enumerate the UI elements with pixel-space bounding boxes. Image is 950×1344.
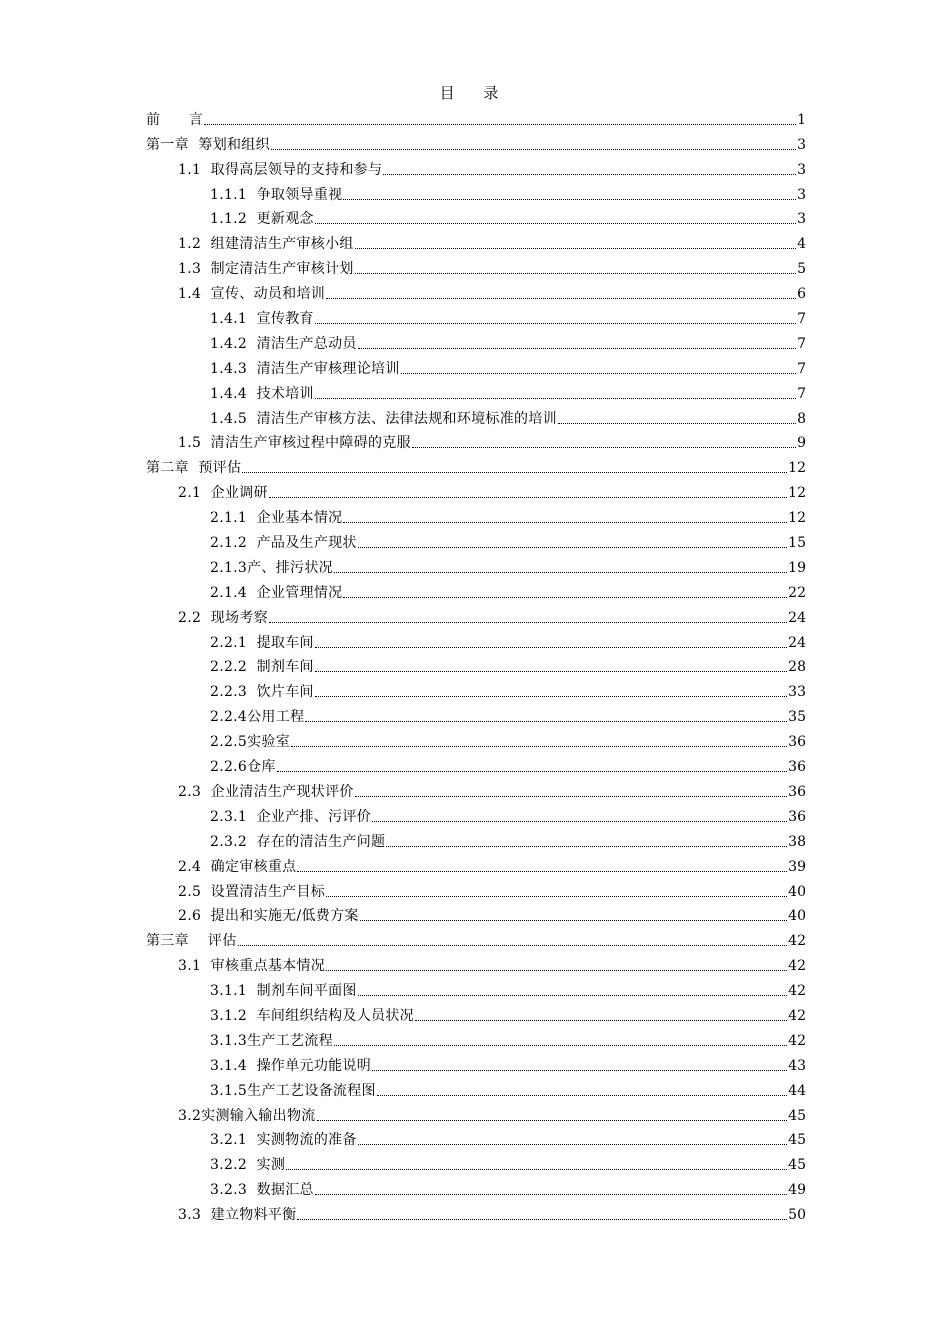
- dot-leader: [343, 199, 796, 200]
- toc-entry[interactable]: [146, 230, 806, 255]
- toc-entry-page-number: 7: [797, 335, 806, 352]
- toc-entry-title: 2.3.2 存在的清洁生产问题: [210, 833, 386, 850]
- dot-leader: [415, 1020, 787, 1021]
- toc-entry-title: 1.4.1 宣传教育: [210, 311, 314, 328]
- toc-entry-page-number: 45: [788, 1157, 806, 1174]
- toc-entry[interactable]: [146, 330, 806, 355]
- dot-leader: [377, 1095, 787, 1096]
- toc-entry[interactable]: [146, 927, 806, 952]
- toc-entry[interactable]: [146, 778, 806, 803]
- toc-entry-page-number: 3: [797, 161, 806, 178]
- toc-entry-title: 2.2.5实验室: [210, 734, 291, 751]
- dot-leader: [315, 1194, 787, 1195]
- toc-entry-page-number: 36: [788, 759, 806, 776]
- toc-entry-title: 2.2 现场考察: [178, 609, 268, 626]
- toc-entry[interactable]: [146, 1002, 806, 1027]
- dot-leader: [355, 796, 788, 797]
- dot-leader: [358, 348, 796, 349]
- dot-leader: [326, 896, 787, 897]
- toc-list: [146, 106, 806, 1226]
- toc-entry[interactable]: [146, 305, 806, 330]
- toc-entry[interactable]: [146, 1077, 806, 1102]
- dot-leader: [269, 622, 787, 623]
- toc-entry[interactable]: [146, 454, 806, 479]
- toc-entry-page-number: 7: [797, 360, 806, 377]
- dot-leader: [326, 970, 787, 971]
- toc-entry-page-number: 45: [788, 1107, 806, 1124]
- toc-entry[interactable]: [146, 977, 806, 1002]
- dot-leader: [204, 124, 796, 125]
- toc-entry[interactable]: [146, 131, 806, 156]
- dot-leader: [412, 447, 796, 448]
- dot-leader: [291, 746, 787, 747]
- toc-entry-title: 3.1.2 车间组织结构及人员状况: [210, 1007, 414, 1024]
- dot-leader: [315, 398, 796, 399]
- toc-entry[interactable]: [146, 181, 806, 206]
- dot-leader: [242, 472, 787, 473]
- dot-leader: [315, 323, 796, 324]
- toc-entry[interactable]: [146, 430, 806, 455]
- dot-leader: [286, 1169, 787, 1170]
- toc-entry[interactable]: [146, 878, 806, 903]
- toc-entry-title: 3.1.3生产工艺流程: [210, 1032, 333, 1049]
- toc-entry[interactable]: [146, 156, 806, 181]
- toc-entry-title: 1.1 取得高层领导的支持和参与: [178, 161, 383, 178]
- toc-entry-title: 前 言: [146, 111, 204, 128]
- toc-entry[interactable]: [146, 405, 806, 430]
- toc-entry-page-number: 42: [788, 958, 806, 975]
- toc-entry[interactable]: [146, 1176, 806, 1201]
- toc-entry-page-number: 35: [788, 709, 806, 726]
- dot-leader: [271, 149, 796, 150]
- dot-leader: [360, 920, 787, 921]
- dot-leader: [238, 945, 788, 946]
- toc-entry-title: 2.1.1 企业基本情况: [210, 510, 343, 527]
- toc-entry-title: 3.1 审核重点基本情况: [178, 958, 326, 975]
- dot-leader: [297, 1219, 787, 1220]
- toc-entry-title: 3.3 建立物料平衡: [178, 1207, 297, 1224]
- toc-entry-page-number: 42: [788, 1007, 806, 1024]
- toc-entry-title: 1.1.1 争取领导重视: [210, 186, 343, 203]
- toc-entry-title: 3.2.3 数据汇总: [210, 1182, 314, 1199]
- toc-entry[interactable]: [146, 753, 806, 778]
- toc-entry-page-number: 6: [797, 286, 806, 303]
- toc-entry-page-number: 7: [797, 385, 806, 402]
- toc-entry[interactable]: [146, 479, 806, 504]
- toc-entry-title: 2.1.2 产品及生产现状: [210, 535, 357, 552]
- toc-entry-page-number: 38: [788, 833, 806, 850]
- toc-entry-title: 1.2 组建清洁生产审核小组: [178, 236, 354, 253]
- toc-entry-page-number: 42: [788, 983, 806, 1000]
- dot-leader: [386, 846, 787, 847]
- toc-entry-page-number: 28: [788, 659, 806, 676]
- toc-entry-title: 2.2.6仓库: [210, 759, 276, 776]
- toc-entry-page-number: 19: [788, 559, 806, 576]
- toc-entry[interactable]: [146, 380, 806, 405]
- toc-entry-page-number: 9: [797, 435, 806, 452]
- toc-entry-page-number: 22: [788, 584, 806, 601]
- toc-entry-title: 2.2.2 制剂车间: [210, 659, 314, 676]
- toc-entry[interactable]: [146, 828, 806, 853]
- dot-leader: [326, 298, 796, 299]
- toc-entry-title: 2.2.3 饮片车间: [210, 684, 314, 701]
- toc-entry[interactable]: [146, 678, 806, 703]
- toc-entry[interactable]: [146, 903, 806, 928]
- dot-leader: [305, 721, 787, 722]
- toc-entry-page-number: 12: [788, 485, 806, 502]
- toc-entry-page-number: 5: [797, 261, 806, 278]
- toc-entry-page-number: 44: [788, 1082, 806, 1099]
- toc-entry-page-number: 4: [797, 236, 806, 253]
- dot-leader: [317, 1120, 788, 1121]
- toc-entry-page-number: 24: [788, 634, 806, 651]
- toc-entry-title: 1.1.2 更新观念: [210, 211, 314, 228]
- toc-entry[interactable]: [146, 952, 806, 977]
- toc-entry-title: 2.1.4 企业管理情况: [210, 584, 343, 601]
- dot-leader: [383, 174, 796, 175]
- toc-entry[interactable]: [146, 1027, 806, 1052]
- toc-entry-title: 2.5 设置清洁生产目标: [178, 883, 326, 900]
- toc-entry-page-number: 7: [797, 311, 806, 328]
- toc-entry-title: 2.1 企业调研: [178, 485, 268, 502]
- toc-entry-page-number: 24: [788, 609, 806, 626]
- toc-entry[interactable]: [146, 703, 806, 728]
- toc-entry-page-number: 49: [788, 1182, 806, 1199]
- toc-entry-page-number: 45: [788, 1132, 806, 1149]
- toc-entry-page-number: 12: [788, 510, 806, 527]
- toc-entry-title: 2.4 确定审核重点: [178, 858, 297, 875]
- toc-entry[interactable]: [146, 604, 806, 629]
- toc-entry-title: 3.1.1 制剂车间平面图: [210, 983, 357, 1000]
- toc-entry-page-number: 39: [788, 858, 806, 875]
- toc-entry[interactable]: [146, 1052, 806, 1077]
- dot-leader: [358, 995, 787, 996]
- toc-entry-page-number: 36: [788, 808, 806, 825]
- dot-leader: [358, 1144, 787, 1145]
- dot-leader: [269, 497, 787, 498]
- toc-entry[interactable]: [146, 1201, 806, 1226]
- toc-entry-page-number: 1: [797, 111, 806, 128]
- toc-entry[interactable]: [146, 280, 806, 305]
- toc-entry[interactable]: [146, 1127, 806, 1152]
- toc-entry-title: 1.4.4 技术培训: [210, 385, 314, 402]
- toc-entry-page-number: 50: [788, 1207, 806, 1224]
- dot-leader: [277, 771, 787, 772]
- dot-leader: [315, 696, 787, 697]
- toc-entry[interactable]: [146, 579, 806, 604]
- toc-entry-page-number: 36: [788, 734, 806, 751]
- dot-leader: [343, 522, 787, 523]
- toc-entry-title: 3.2实测输入输出物流: [178, 1107, 316, 1124]
- toc-entry-title: 3.1.4 操作单元功能说明: [210, 1057, 372, 1074]
- toc-entry-page-number: 15: [788, 535, 806, 552]
- toc-entry-page-number: 42: [788, 933, 806, 950]
- dot-leader: [315, 647, 787, 648]
- dot-leader: [355, 273, 796, 274]
- toc-entry-title: 第三章 评估: [146, 933, 237, 950]
- dot-leader: [315, 671, 787, 672]
- toc-entry[interactable]: [146, 106, 806, 131]
- toc-entry-title: 2.3.1 企业产排、污评价: [210, 808, 372, 825]
- toc-entry-page-number: 12: [788, 460, 806, 477]
- toc-entry[interactable]: [146, 728, 806, 753]
- toc-entry-title: 1.4.3 清洁生产审核理论培训: [210, 360, 400, 377]
- toc-entry-title: 3.2.1 实测物流的准备: [210, 1132, 357, 1149]
- toc-entry-title: 1.4.5 清洁生产审核方法、法律法规和环境标准的培训: [210, 410, 557, 427]
- toc-entry[interactable]: [146, 255, 806, 280]
- toc-entry[interactable]: [146, 1151, 806, 1176]
- toc-entry-title: 2.1.3产、排污状况: [210, 559, 333, 576]
- toc-entry-page-number: 42: [788, 1032, 806, 1049]
- toc-entry-title: 2.2.1 提取车间: [210, 634, 314, 651]
- toc-entry-page-number: 40: [788, 908, 806, 925]
- toc-entry-title: 2.3 企业清洁生产现状评价: [178, 783, 354, 800]
- toc-entry-title: 1.4 宣传、动员和培训: [178, 286, 326, 303]
- toc-entry-title: 第一章 筹划和组织: [146, 136, 270, 153]
- dot-leader: [372, 1070, 787, 1071]
- toc-entry-title: 3.1.5生产工艺设备流程图: [210, 1082, 376, 1099]
- toc-entry[interactable]: [146, 629, 806, 654]
- toc-entry-page-number: 3: [797, 186, 806, 203]
- toc-entry[interactable]: [146, 504, 806, 529]
- toc-entry-page-number: 8: [797, 410, 806, 427]
- dot-leader: [343, 597, 787, 598]
- toc-entry-page-number: 3: [797, 211, 806, 228]
- toc-entry[interactable]: [146, 853, 806, 878]
- toc-entry-page-number: 33: [788, 684, 806, 701]
- toc-entry[interactable]: [146, 206, 806, 231]
- toc-entry[interactable]: [146, 554, 806, 579]
- toc-entry-title: 1.5 清洁生产审核过程中障碍的克服: [178, 435, 411, 452]
- toc-entry-title: 第二章 预评估: [146, 460, 242, 477]
- dot-leader: [297, 871, 787, 872]
- dot-leader: [401, 373, 796, 374]
- dot-leader: [334, 1045, 787, 1046]
- toc-entry[interactable]: [146, 355, 806, 380]
- toc-title: 目 录: [439, 84, 511, 102]
- toc-entry-page-number: 3: [797, 136, 806, 153]
- dot-leader: [558, 423, 796, 424]
- toc-entry-title: 2.2.4公用工程: [210, 709, 305, 726]
- toc-entry-title: 3.2.2 实测: [210, 1157, 286, 1174]
- toc-entry-page-number: 36: [788, 783, 806, 800]
- toc-entry-title: 1.3 制定清洁生产审核计划: [178, 261, 354, 278]
- toc-entry[interactable]: [146, 654, 806, 679]
- dot-leader: [372, 821, 787, 822]
- dot-leader: [334, 572, 787, 573]
- toc-entry-page-number: 40: [788, 883, 806, 900]
- toc-entry-title: 2.6 提出和实施无/低费方案: [178, 908, 359, 925]
- toc-entry[interactable]: [146, 1102, 806, 1127]
- dot-leader: [355, 248, 796, 249]
- toc-entry-title: 1.4.2 清洁生产总动员: [210, 335, 357, 352]
- toc-entry-page-number: 43: [788, 1057, 806, 1074]
- dot-leader: [315, 223, 796, 224]
- dot-leader: [358, 547, 787, 548]
- toc-entry[interactable]: [146, 803, 806, 828]
- toc-entry[interactable]: [146, 529, 806, 554]
